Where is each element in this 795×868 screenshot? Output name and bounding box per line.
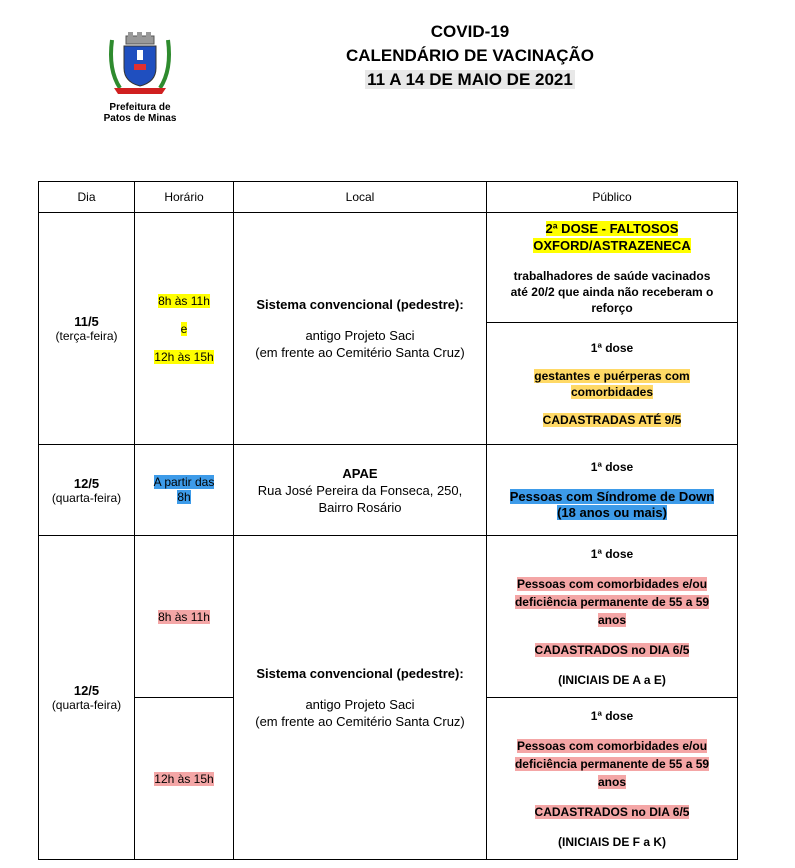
local-title: Sistema convencional (pedestre): [256, 666, 464, 681]
public-text-1: trabalhadores de saúde vacinados [513, 268, 711, 283]
public-cell [487, 445, 738, 536]
time-cell [135, 445, 234, 536]
title-line-3: 11 A 14 DE MAIO DE 2021 [367, 70, 573, 89]
time-cell [135, 698, 234, 860]
public-cell [487, 323, 738, 445]
vaccination-schedule-table [38, 181, 738, 860]
time-slot-1: A partir das [153, 475, 215, 489]
public-dose: 1ª dose [590, 708, 634, 723]
local-line-1: antigo Projeto Saci [305, 328, 415, 343]
time-slot-2: 12h às 15h [154, 349, 214, 364]
public-cell [487, 536, 738, 698]
public-line-3: CADASTRADAS ATÉ 9/5 [542, 412, 682, 427]
public-line-2: (18 anos ou mais) [557, 505, 667, 520]
time-slot-1: 8h às 11h [158, 609, 210, 624]
table-header-row [39, 182, 738, 213]
public-dose: 1ª dose [590, 546, 634, 561]
header-publico: Público [487, 182, 738, 213]
time-cell [135, 213, 234, 445]
public-line-1: gestantes e puérperas com [534, 368, 690, 383]
public-cell [487, 698, 738, 860]
time-slot-2: 8h [177, 490, 191, 504]
local-title: Sistema convencional (pedestre): [256, 297, 464, 312]
day-weekday: (terça-feira) [55, 329, 118, 343]
time-separator: e [180, 321, 188, 336]
table-row [39, 445, 738, 536]
public-line-4: CADASTRADOS no DIA 6/5 [534, 642, 690, 657]
day-weekday: (quarta-feira) [51, 698, 122, 712]
table-row [39, 213, 738, 323]
logo-line-2: Patos de Minas [103, 113, 177, 124]
public-line-3: anos [597, 774, 626, 789]
public-text-2-bold: até 20/2 [510, 284, 555, 299]
local-line-2: (em frente ao Cemitério Santa Cruz) [255, 714, 465, 729]
public-line-2: deficiência permanente de 55 a 59 [514, 756, 710, 771]
public-line-2: comorbidades [570, 384, 654, 399]
logo-line-1: Prefeitura de [109, 102, 171, 113]
public-text-2-rest: que ainda não receberam o [554, 284, 714, 299]
public-initials: (INICIAIS DE F a K) [557, 834, 666, 849]
header-dia: Dia [39, 182, 135, 213]
city-logo [100, 30, 180, 124]
day-date: 12/5 [73, 475, 100, 491]
time-cell [135, 536, 234, 698]
title-line-2: CALENDÁRIO DE VACINAÇÃO [345, 46, 595, 65]
day-date: 11/5 [74, 314, 99, 329]
day-cell [39, 213, 135, 445]
coat-of-arms-icon [100, 30, 180, 100]
local-line-1: Rua José Pereira da Fonseca, 250, [257, 482, 463, 498]
public-cell [487, 213, 738, 323]
day-date: 12/5 [73, 683, 100, 698]
local-cell [234, 445, 487, 536]
day-cell [39, 445, 135, 536]
table-row [39, 536, 738, 698]
public-line-4: CADASTRADOS no DIA 6/5 [534, 804, 690, 819]
time-slot-1: 8h às 11h [158, 293, 210, 308]
public-line-2: deficiência permanente de 55 a 59 [514, 594, 710, 609]
local-cell [234, 536, 487, 860]
title-line-1: COVID-19 [430, 22, 510, 41]
public-dose: 1ª dose [590, 460, 634, 474]
day-cell [39, 536, 135, 860]
page-title [300, 20, 640, 92]
public-title-1: 2ª DOSE - FALTOSOS [545, 220, 679, 236]
public-line-3: anos [597, 612, 626, 627]
public-line-1: Pessoas com comorbidades e/ou [516, 576, 708, 591]
public-line-1: Pessoas com Síndrome de Down [509, 489, 715, 504]
public-title-2: OXFORD/ASTRAZENECA [533, 237, 691, 253]
local-line-2: Bairro Rosário [318, 499, 402, 515]
public-initials: (INICIAIS DE A a E) [558, 672, 666, 687]
local-line-1: antigo Projeto Saci [305, 697, 415, 712]
public-line-1: Pessoas com comorbidades e/ou [516, 738, 708, 753]
time-slot-2: 12h às 15h [154, 771, 214, 786]
local-line-2: (em frente ao Cemitério Santa Cruz) [255, 345, 465, 360]
public-dose: 1ª dose [590, 340, 634, 355]
local-title: APAE [342, 465, 378, 481]
header-local: Local [234, 182, 487, 213]
local-cell [234, 213, 487, 445]
day-weekday: (quarta-feira) [51, 490, 122, 505]
header-horario: Horário [135, 182, 234, 213]
public-text-3: reforço [591, 300, 633, 315]
